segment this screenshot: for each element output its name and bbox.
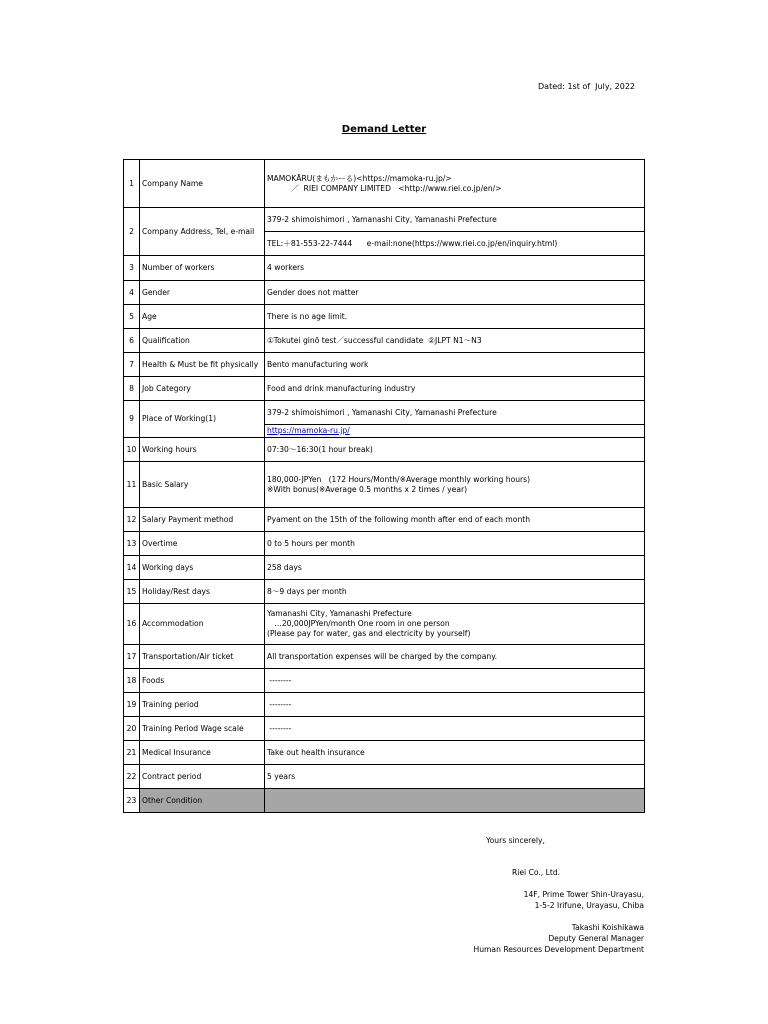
row-value: There is no age limit. bbox=[265, 305, 645, 329]
row-label: Working days bbox=[140, 556, 265, 580]
website-link[interactable]: https://mamoka-ru.jp/ bbox=[267, 426, 350, 435]
row-value: -------- bbox=[265, 693, 645, 717]
row-value: Food and drink manufacturing industry bbox=[265, 377, 645, 401]
row-label: Medical Insurance bbox=[140, 741, 265, 765]
row-label: Foods bbox=[140, 669, 265, 693]
row-value: 5 years bbox=[265, 765, 645, 789]
table-row bbox=[124, 765, 645, 789]
row-number: 23 bbox=[124, 789, 140, 813]
row-value: Take out health insurance bbox=[265, 741, 645, 765]
row-value: Yamanashi City, Yamanashi Prefecture …20,000JPYen/month One room in one person (Please pay for water, gas and electricity by yourself) bbox=[265, 604, 645, 645]
table-row bbox=[124, 604, 645, 645]
row-number: 14 bbox=[124, 556, 140, 580]
row-number: 13 bbox=[124, 532, 140, 556]
row-number: 11 bbox=[124, 462, 140, 508]
row-label: Contract period bbox=[140, 765, 265, 789]
row-value: 4 workers bbox=[265, 256, 645, 281]
row-number: 12 bbox=[124, 508, 140, 532]
row-label: Qualification bbox=[140, 329, 265, 353]
row-label: Training period bbox=[140, 693, 265, 717]
row-value: 379-2 shimoishimori , Yamanashi City, Yamanashi Prefecture bbox=[265, 208, 645, 232]
row-label: Health & Must be fit physically bbox=[140, 353, 265, 377]
row-label: Company Address, Tel, e-mail bbox=[140, 208, 265, 256]
row-label: Place of Working(1) bbox=[140, 401, 265, 438]
table-row bbox=[124, 741, 645, 765]
address-line-1: 14F, Prime Tower Shin-Urayasu, bbox=[523, 890, 644, 899]
row-number: 8 bbox=[124, 377, 140, 401]
row-number: 1 bbox=[124, 160, 140, 208]
table-row bbox=[124, 353, 645, 377]
row-number: 2 bbox=[124, 208, 140, 256]
row-label: Salary Payment method bbox=[140, 508, 265, 532]
table-row bbox=[124, 401, 645, 425]
row-number: 5 bbox=[124, 305, 140, 329]
demand-table bbox=[123, 159, 645, 813]
row-value: -------- bbox=[265, 669, 645, 693]
row-value: -------- bbox=[265, 717, 645, 741]
row-label: Job Category bbox=[140, 377, 265, 401]
date-line: Dated: 1st of July, 2022 bbox=[538, 82, 636, 91]
row-number: 18 bbox=[124, 669, 140, 693]
row-number: 7 bbox=[124, 353, 140, 377]
row-value bbox=[265, 789, 645, 813]
row-value: Gender does not matter bbox=[265, 281, 645, 305]
row-number: 6 bbox=[124, 329, 140, 353]
table-row bbox=[124, 580, 645, 604]
row-label: Age bbox=[140, 305, 265, 329]
row-label: Transportation/Air ticket bbox=[140, 645, 265, 669]
row-value: 8～9 days per month bbox=[265, 580, 645, 604]
row-label: Other Condition bbox=[140, 789, 265, 813]
table-row bbox=[124, 377, 645, 401]
table-row bbox=[124, 789, 645, 813]
table-row bbox=[124, 717, 645, 741]
signatory-name: Takashi Koishikawa bbox=[571, 923, 644, 932]
table-row bbox=[124, 556, 645, 580]
row-value bbox=[265, 425, 645, 438]
row-label: Overtime bbox=[140, 532, 265, 556]
row-label: Number of workers bbox=[140, 256, 265, 281]
row-number: 4 bbox=[124, 281, 140, 305]
closing-text: Yours sincerely, bbox=[486, 836, 545, 845]
table-row bbox=[124, 329, 645, 353]
table-row bbox=[124, 645, 645, 669]
row-value: TEL:＋81-553-22-7444 e-mail:none(https://www.riei.co.jp/en/inquiry.html) bbox=[265, 232, 645, 256]
table-row bbox=[124, 508, 645, 532]
table-row bbox=[124, 669, 645, 693]
row-label: Working hours bbox=[140, 438, 265, 462]
document-title: Demand Letter bbox=[341, 124, 427, 135]
row-value: ①Tokutei ginō test／successful candidate ②JLPT N1～N3 bbox=[265, 329, 645, 353]
row-number: 10 bbox=[124, 438, 140, 462]
row-value: Bento manufacturing work bbox=[265, 353, 645, 377]
row-value: 0 to 5 hours per month bbox=[265, 532, 645, 556]
row-number: 16 bbox=[124, 604, 140, 645]
row-value: MAMOKĀRU(まもかーる)<https://mamoka-ru.jp/> ／ RIEI COMPANY LIMITED <http://www.riei.co.jp/en/> bbox=[265, 160, 645, 208]
table-row bbox=[124, 208, 645, 232]
table-row bbox=[124, 693, 645, 717]
signatory-position: Deputy General Manager bbox=[548, 934, 644, 943]
table-row bbox=[124, 256, 645, 281]
row-number: 19 bbox=[124, 693, 140, 717]
row-value: All transportation expenses will be charged by the company. bbox=[265, 645, 645, 669]
table-row bbox=[124, 438, 645, 462]
row-value: Pyament on the 15th of the following month after end of each month bbox=[265, 508, 645, 532]
table-row bbox=[124, 160, 645, 208]
table-row bbox=[124, 532, 645, 556]
row-value: 258 days bbox=[265, 556, 645, 580]
row-label: Gender bbox=[140, 281, 265, 305]
row-number: 21 bbox=[124, 741, 140, 765]
row-number: 22 bbox=[124, 765, 140, 789]
address-line-2: 1-5-2 Irifune, Urayasu, Chiba bbox=[534, 901, 644, 910]
row-label: Company Name bbox=[140, 160, 265, 208]
row-number: 15 bbox=[124, 580, 140, 604]
row-value: 379-2 shimoishimori , Yamanashi City, Yamanashi Prefecture bbox=[265, 401, 645, 425]
row-value: 180,000-JPYen (172 Hours/Month/※Average monthly working hours) ※With bonus(※Average 0.5 months x 2 times / year) bbox=[265, 462, 645, 508]
company-name: Riei Co., Ltd. bbox=[512, 868, 561, 877]
row-value: 07:30～16:30(1 hour break) bbox=[265, 438, 645, 462]
row-number: 3 bbox=[124, 256, 140, 281]
row-label: Basic Salary bbox=[140, 462, 265, 508]
row-label: Holiday/Rest days bbox=[140, 580, 265, 604]
table-row bbox=[124, 305, 645, 329]
table-row bbox=[124, 462, 645, 508]
row-label: Training Period Wage scale bbox=[140, 717, 265, 741]
row-label: Accommodation bbox=[140, 604, 265, 645]
table-row bbox=[124, 281, 645, 305]
signatory-department: Human Resources Development Department bbox=[473, 945, 644, 954]
row-number: 9 bbox=[124, 401, 140, 438]
row-number: 20 bbox=[124, 717, 140, 741]
row-number: 17 bbox=[124, 645, 140, 669]
